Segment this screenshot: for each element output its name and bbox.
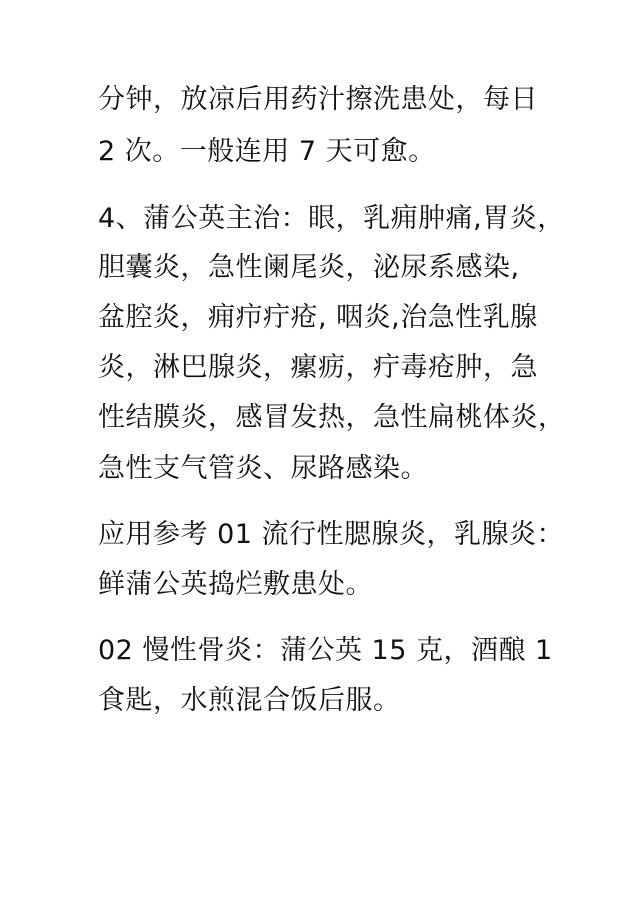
text-line: 02 慢性骨炎：蒲公英 15 克，酒酿 1 (98, 635, 553, 666)
text-line: 胆囊炎，急性阑尾炎，泌尿系感染, (98, 252, 520, 283)
text-line: 4、蒲公英主治：眼，乳痈肿痛,胃炎， (98, 203, 565, 234)
text-line: 食匙，水煎混合饭后服。 (98, 685, 401, 716)
text-line: 分钟，放凉后用药汁擦洗患处，每日 (98, 84, 538, 115)
text-line: 急性支气管炎、尿路感染。 (98, 453, 428, 484)
text-line: 炎，淋巴腺炎，瘰疬，疔毒疮肿，急 (98, 352, 538, 383)
text-line: 盆腔炎，痈疖疔疮, 咽炎,治急性乳腺 (98, 302, 538, 333)
text-line: 性结膜炎，感冒发热，急性扁桃体炎， (98, 402, 566, 433)
text-line: 2 次。一般连用 7 天可愈。 (98, 136, 436, 167)
text-line: 鲜蒲公英捣烂敷患处。 (98, 569, 373, 600)
text-line: 应用参考 01 流行性腮腺炎，乳腺炎： (98, 519, 565, 550)
